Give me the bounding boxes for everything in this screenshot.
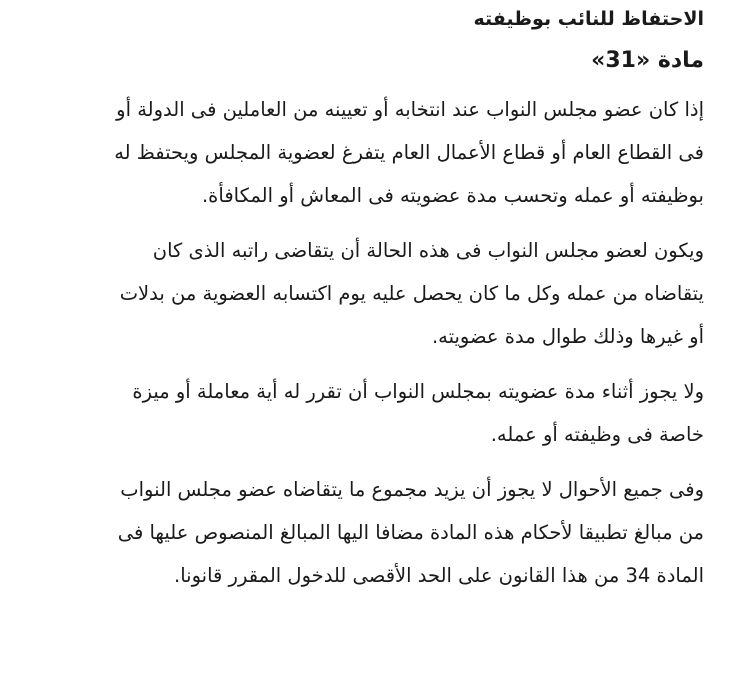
paragraph-3: ولا يجوز أثناء مدة عضويته بمجلس النواب أن تقرر له أية معاملة أو ميزة خاصة فى وظيفته أو عمله. bbox=[132, 380, 704, 446]
paragraph-2: ويكون لعضو مجلس النواب فى هذه الحالة أن يتقاضى راتبه الذى كان يتقاضاه من عمله وكل ما كان يحصل عليه يوم اكتسابه العضوية من بدلات أو غيرها وذلك طوال مدة عضويته. bbox=[119, 239, 704, 348]
section-heading: الاحتفاظ للنائب بوظيفته bbox=[473, 8, 704, 30]
paragraph-1: إذا كان عضو مجلس النواب عند انتخابه أو تعيينه من العاملين فى الدولة أو فى القطاع العام أو قطاع الأعمال العام يتفرغ لعضوية المجلس ويحتفظ له بوظيفته أو عمله وتحسب مدة عضويته فى المعاش أو المكافأة. bbox=[114, 98, 704, 207]
paragraph-4: وفى جميع الأحوال لا يجوز أن يزيد مجموع ما يتقاضاه عضو مجلس النواب من مبالغ تطبيقا لأحكام هذه المادة مضافا اليها المبالغ المنصوص عليها فى المادة 34 من هذا القانون على الحد الأقصى للدخول المقرر قانونا. bbox=[117, 478, 704, 587]
article-number: مادة «31» bbox=[591, 48, 704, 73]
